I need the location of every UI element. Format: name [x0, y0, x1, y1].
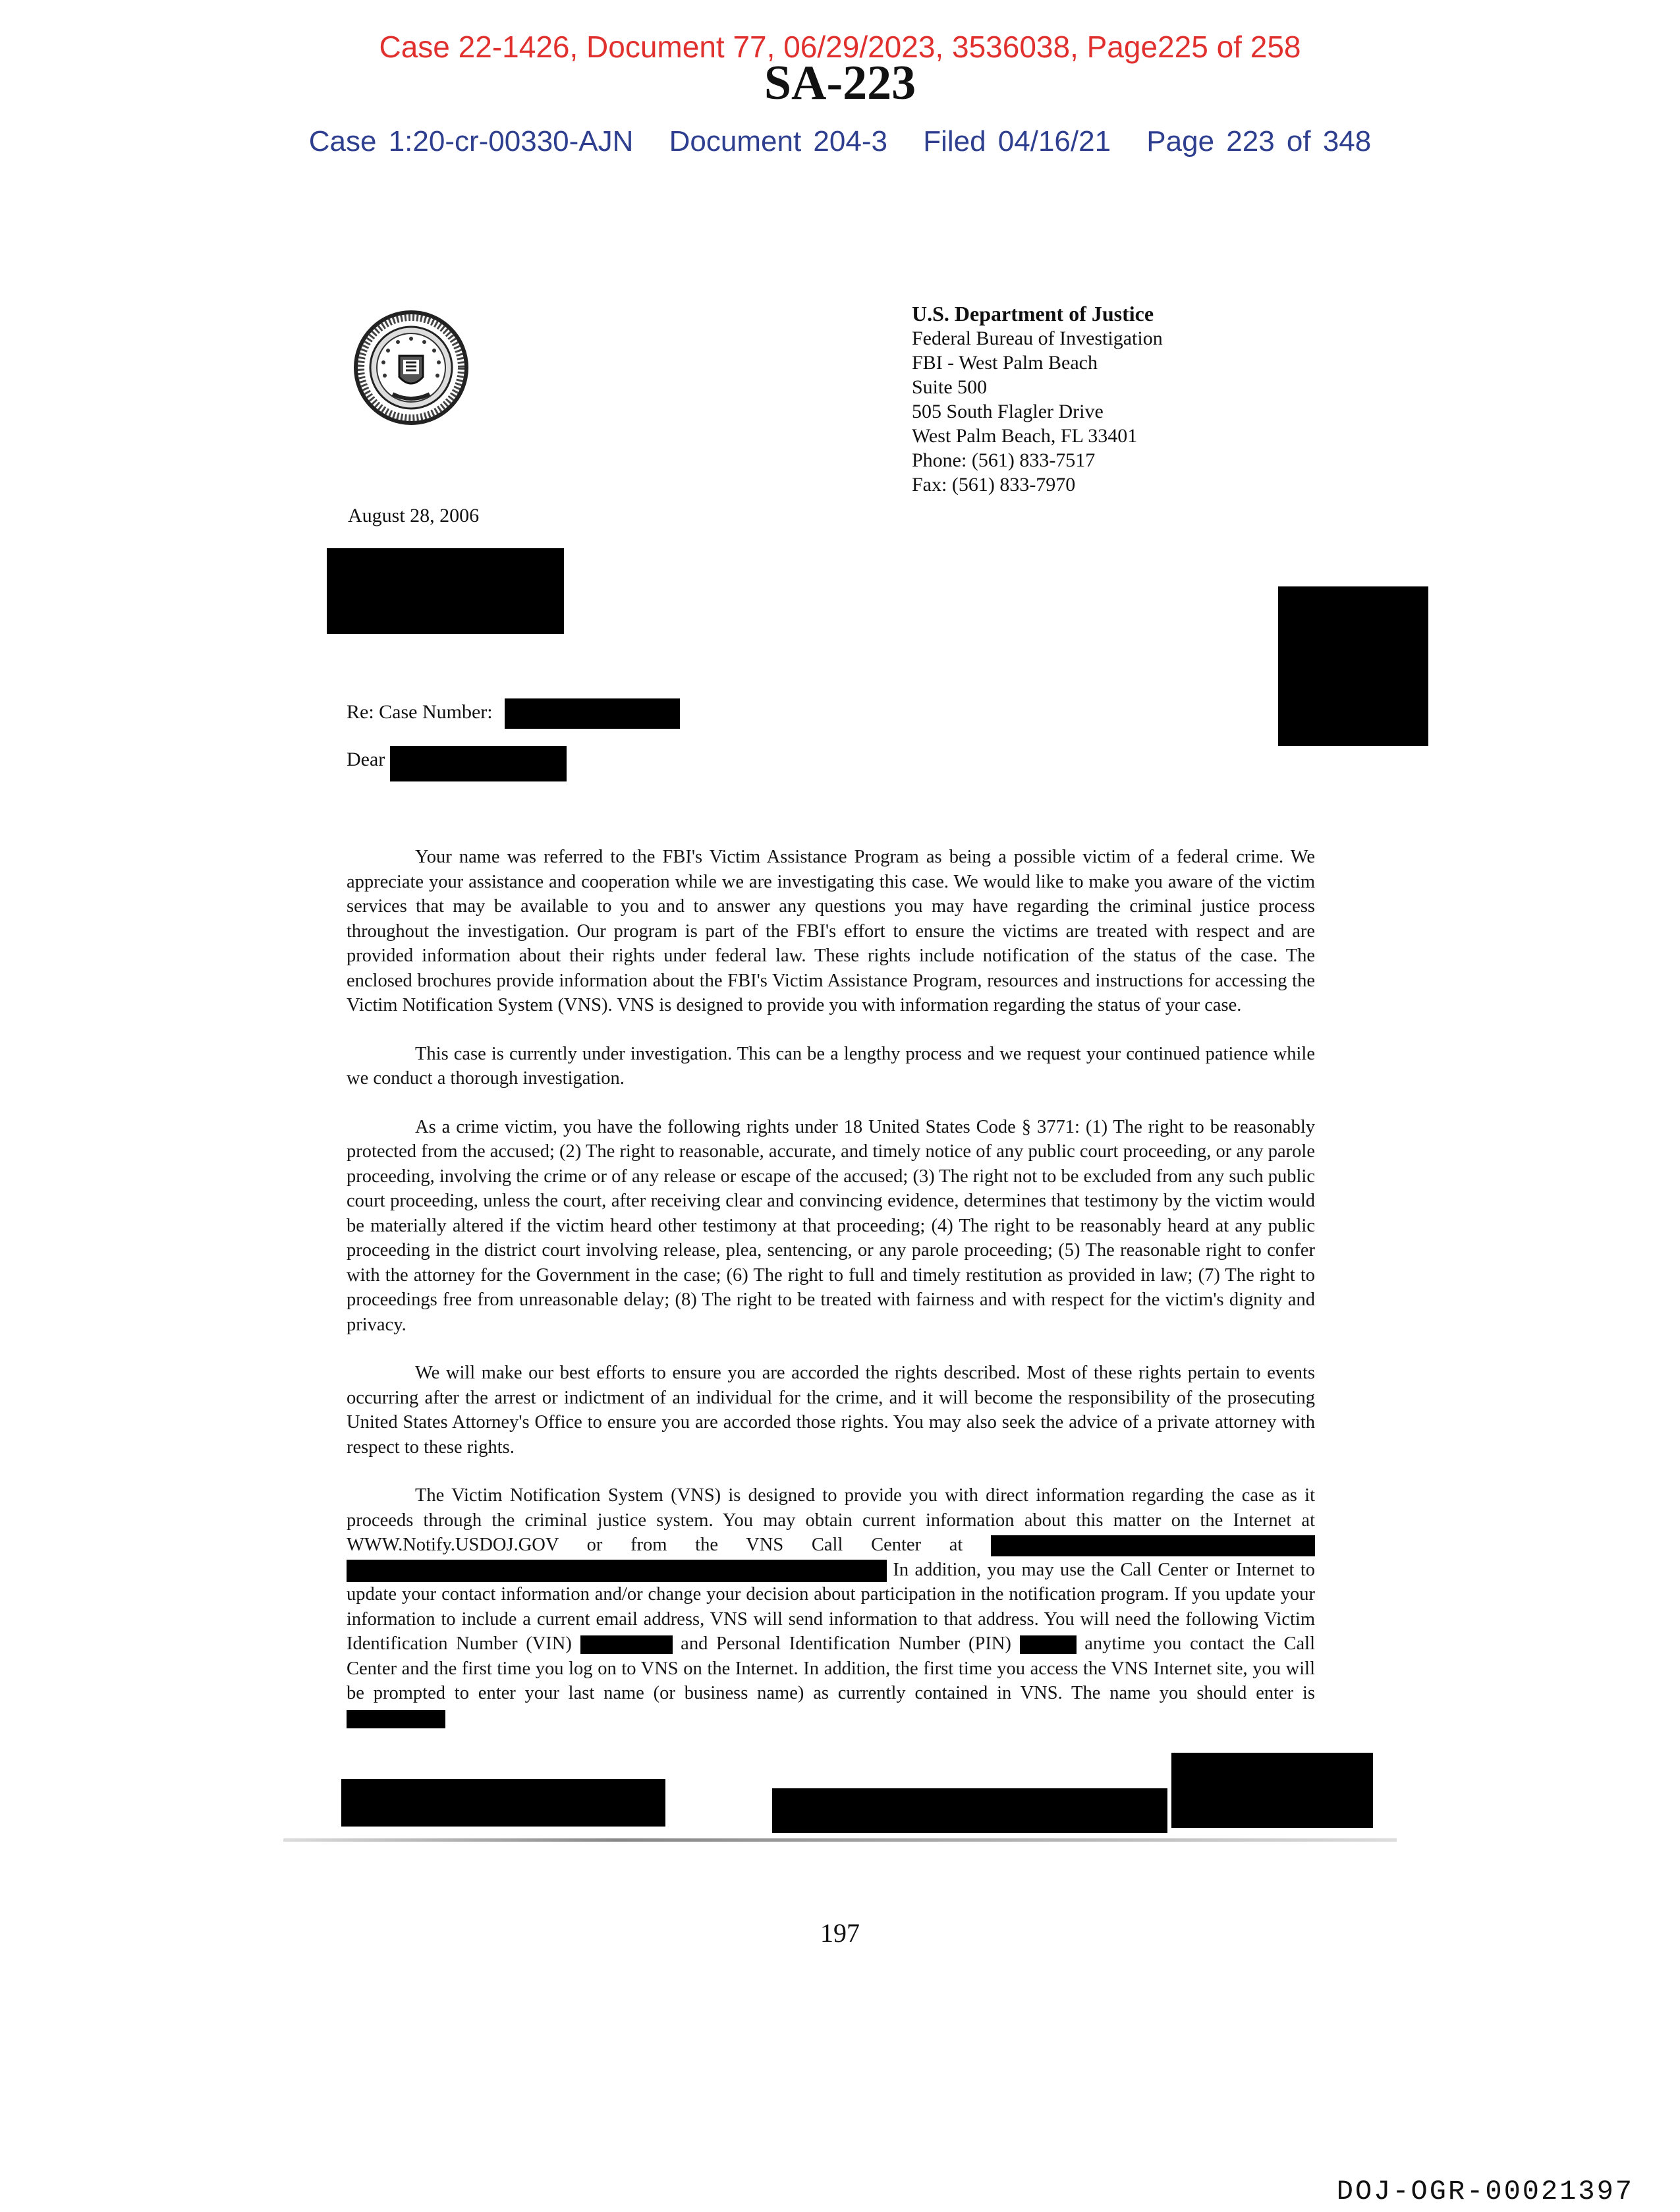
document-number: Document 204-3 [669, 125, 887, 157]
redaction-call-center [991, 1535, 1315, 1556]
letter-date: August 28, 2006 [348, 505, 480, 526]
paragraph-investigation: This case is currently under investigation. This can be a lengthy process and we request your continued patience while we conduct a thorough investigation. [347, 1043, 1315, 1089]
vns-text-c: and Personal Identification Number (PIN) [681, 1633, 1011, 1654]
page-count: Page 223 of 348 [1146, 125, 1372, 157]
case-number: Case 1:20-cr-00330-AJN [308, 125, 634, 157]
page-number: 197 [820, 1918, 860, 1948]
redaction-right-block [1278, 586, 1428, 746]
letterhead-address [912, 302, 1281, 497]
paragraph-efforts: We will make our best efforts to ensure you are accorded the rights described. Most of these rights pertain to events occurring after the arrest or indictment of an individual for the crime, and it will become the responsibility of the prosecuting United States Attorney's Office to ensure you are accorded those rights. You may also seek the advice of a private attorney with respect to these rights. [347, 1363, 1315, 1458]
filed-date: Filed 04/16/21 [923, 125, 1111, 157]
redaction-bottom-left [341, 1779, 665, 1827]
re-case-label: Re: Case Number: [347, 701, 493, 723]
bates-number: DOJ-OGR-00021397 [1336, 2176, 1634, 2207]
redaction-name-to-enter [347, 1710, 445, 1728]
vns-text-d: anytime you contact the Call Center and the first time you log on to VNS on the Internet. In addition, the first time you access the VNS Internet site, you will be prompted to enter your last name (or business name) as currently contained in VNS. The name you should enter is [347, 1633, 1315, 1703]
salutation: Dear [347, 749, 385, 770]
phone-number: Phone: (561) 833-7517 [912, 449, 1096, 471]
letterhead-line: FBI - West Palm Beach [912, 352, 1098, 374]
paragraph-intro: Your name was referred to the FBI's Victim Assistance Program as being a possible victim of a federal crime. We appreciate your assistance and cooperation while we are investigating this case. We would like to make you aware of the victim services that may be available to you and to answer any questions you may have regarding the criminal justice process throughout the investigation. Our program is part of the FBI's effort to ensure the victims are treated with respect and are provided information about their rights under federal law. These rights include notification of the status of the case. The enclosed brochures provide information about the FBI's Victim Assistance Program, resources and instructions for accessing the Victim Notification System (VNS). VNS is designed to provide you with information regarding the status of your case. [347, 847, 1315, 1015]
redaction-vin [580, 1635, 673, 1654]
letterhead-line: 505 South Flagler Drive [912, 401, 1104, 422]
letter-body [347, 845, 1315, 1730]
redaction-call-center-continued [347, 1560, 887, 1582]
scan-edge-line [283, 1838, 1397, 1842]
vns-text-a: The Victim Notification System (VNS) is designed to provide you with direct information regarding the case as it proceeds through the criminal justice system. You may obtain current information about this matter on the Internet at WWW.Notify.USDOJ.GOV or from the VNS Call Center at [347, 1485, 1315, 1555]
paragraph-rights: As a crime victim, you have the following rights under 18 United States Code § 3771: (1) The right to be reasonably protected from the accused; (2) The right to reasonable, accurate, and timely notice of any public court proceeding, or any parole proceeding, involving the crime or of any release or escape of the accused; (3) The right not to be excluded from any such public court proceeding, unless the court, after receiving clear and convincing evidence, determines that testimony by the victim would be materially altered if the victim heard other testimony at that proceeding; (4) The right to be reasonably heard at any public proceeding in the district court involving release, plea, sentencing, or any parole proceeding; (5) The reasonable right to confer with the attorney for the Government in the case; (6) The right to full and timely restitution as provided in law; (7) The right to proceedings free from unreasonable delay; (8) The right to be treated with fairness and with respect for the victim's dignity and privacy. [347, 1116, 1315, 1335]
redaction-recipient-name [390, 746, 567, 781]
redaction-pin [1020, 1635, 1077, 1654]
redaction-bottom-middle [772, 1788, 1167, 1833]
department-name: U.S. Department of Justice [912, 302, 1154, 326]
fax-number: Fax: (561) 833-7970 [912, 474, 1076, 496]
district-header-line [0, 125, 1680, 158]
redaction-bottom-right [1171, 1753, 1373, 1828]
sa-page-number: SA-223 [764, 56, 916, 110]
appeal-header-line: Case 22-1426, Document 77, 06/29/2023, 3536038, Page225 of 258 [379, 30, 1301, 64]
redaction-case-number [505, 698, 680, 729]
vns-text-b: In addition, you may use the Call Center or Internet to update your contact information and/or change your decision about participation in the notification program. If you update your information to include a current email address, VNS will send information to that address. You will need the following Victim Identification Number (VIN) [347, 1559, 1315, 1654]
paragraph-vns [347, 1483, 1315, 1730]
fbi-seal-icon [353, 310, 469, 426]
letterhead-line: Suite 500 [912, 376, 988, 398]
redaction-recipient-address [327, 548, 564, 634]
letterhead-line: West Palm Beach, FL 33401 [912, 425, 1138, 447]
letterhead-line: Federal Bureau of Investigation [912, 327, 1163, 349]
